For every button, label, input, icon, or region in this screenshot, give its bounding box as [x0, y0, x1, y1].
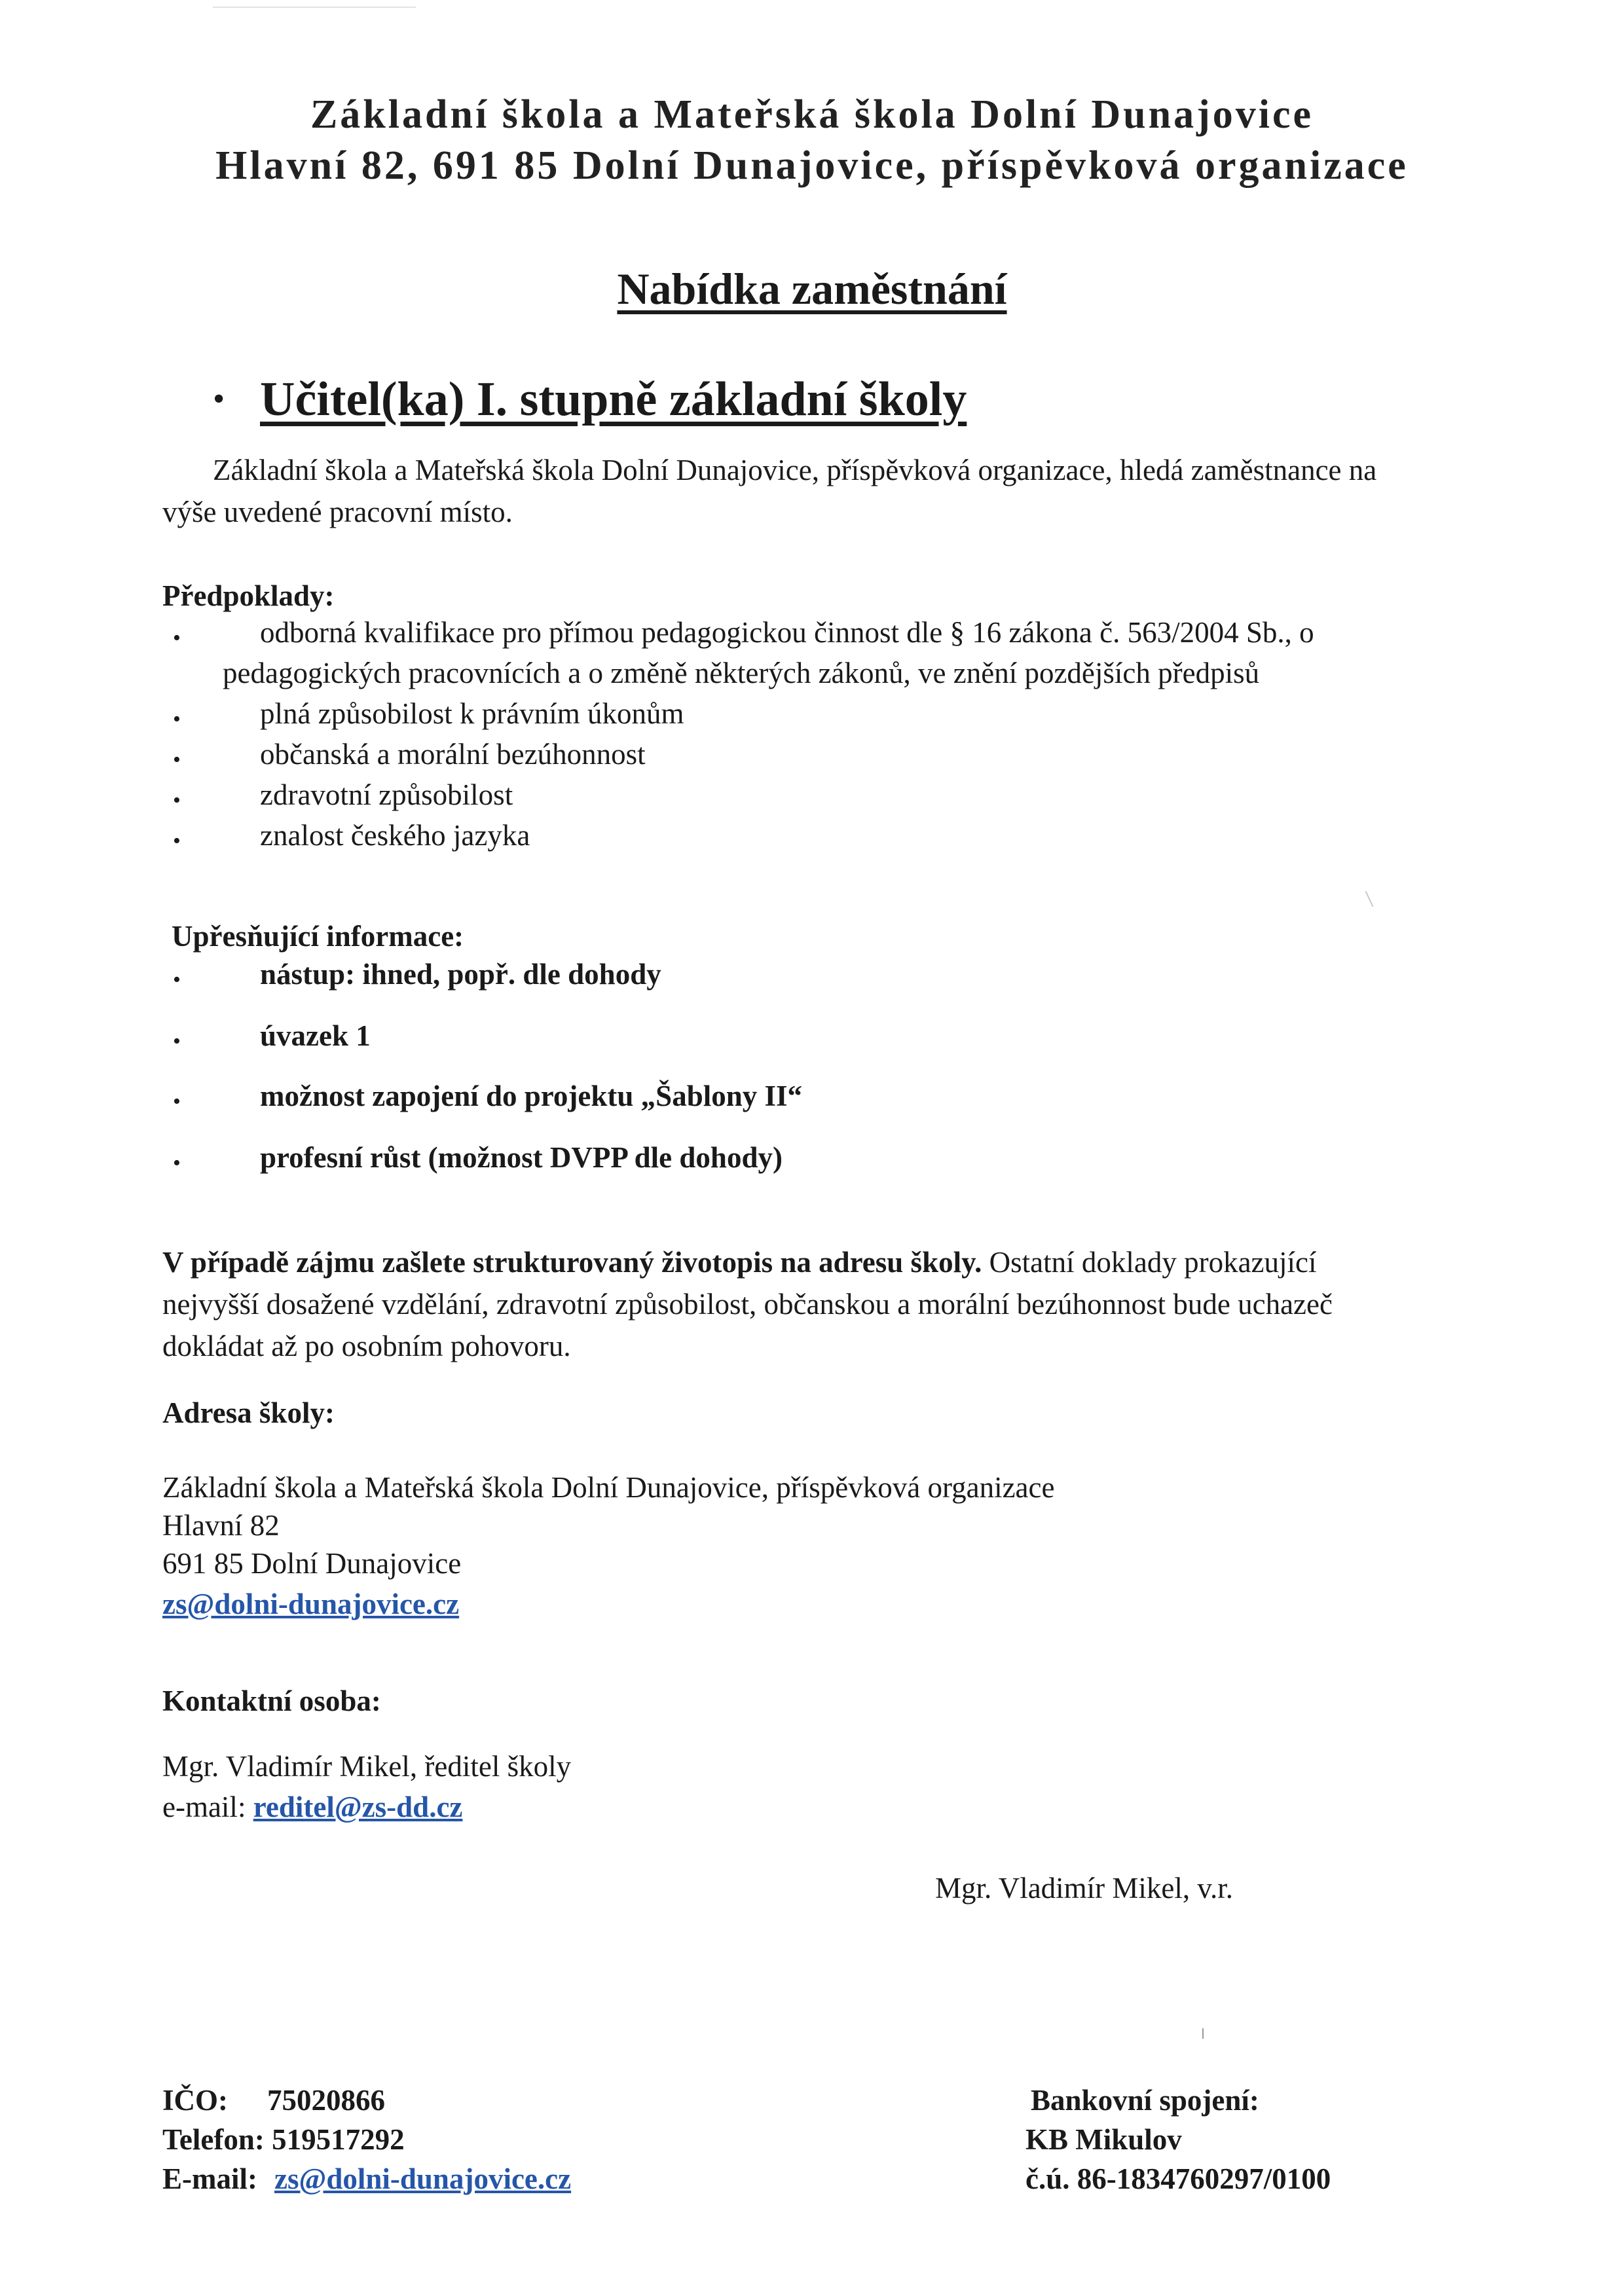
ico-value: 75020866 [267, 2084, 385, 2117]
contact-heading: Kontaktní osoba: [162, 1685, 381, 1717]
details-heading: Upřesňující informace: [172, 920, 464, 953]
scan-edge-line [213, 7, 416, 8]
detail-item: možnost zapojení do projektu „Šablony II“ [260, 1080, 803, 1112]
apply-paragraph [162, 1241, 1513, 1367]
requirement-item: plná způsobilost k právním úkonům [260, 697, 684, 730]
ico-label: IČO: [162, 2084, 228, 2117]
bullet-icon: • [173, 1029, 181, 1053]
job-bullet: • [213, 380, 225, 418]
footer-email-link[interactable]: zs@dolni-dunajovice.cz [274, 2162, 572, 2195]
contact-email-label: e-mail: [162, 1791, 253, 1823]
contact-name: Mgr. Vladimír Mikel, ředitel školy [162, 1750, 572, 1783]
footer-email-row [162, 2158, 571, 2200]
school-email-link[interactable]: zs@dolni-dunajovice.cz [162, 1588, 460, 1620]
job-title: Učitel(ka) I. stupně základní školy [260, 373, 967, 426]
requirement-item: zdravotní způsobilost [260, 778, 513, 811]
scan-mark [1202, 2028, 1204, 2039]
apply-line-2: nejvyšší dosažené vzdělání, zdravotní způsobilost, občanskou a morální bezúhonnost bude uchazeč [162, 1288, 1333, 1321]
apply-text: Ostatní doklady prokazující [982, 1246, 1317, 1279]
bank-name: KB Mikulov [1025, 2123, 1182, 2156]
bullet-icon: • [173, 626, 181, 650]
bullet-icon: • [173, 1089, 181, 1114]
detail-item: profesní růst (možnost DVPP dle dohody) [260, 1141, 783, 1174]
detail-item: úvazek 1 [260, 1019, 371, 1052]
detail-item: nástup: ihned, popř. dle dohody [260, 958, 661, 991]
bullet-icon: • [173, 968, 181, 992]
bank-heading: Bankovní spojení: [1031, 2084, 1259, 2117]
address-street: Hlavní 82 [162, 1509, 280, 1542]
requirement-item-continuation: pedagogických pracovnících a o změně některých zákonů, ve znění pozdějších předpisů [223, 657, 1260, 689]
signature: Mgr. Vladimír Mikel, v.r. [935, 1872, 1233, 1904]
contact-email-link[interactable]: reditel@zs-dd.cz [253, 1791, 463, 1823]
bullet-icon: • [173, 829, 181, 853]
scan-mark [1365, 891, 1374, 907]
bullet-icon: • [173, 748, 181, 772]
intro-line-2: výše uvedené pracovní místo. [162, 496, 513, 528]
page-title: Nabídka zaměstnání [617, 264, 1007, 314]
requirements-heading: Předpoklady: [162, 579, 335, 612]
address-org: Základní škola a Mateřská škola Dolní Dunajovice, příspěvková organizace [162, 1471, 1055, 1504]
address-heading: Adresa školy: [162, 1396, 335, 1429]
bullet-icon: • [173, 707, 181, 731]
bullet-icon: • [173, 788, 181, 812]
school-name-header: Základní škola a Mateřská škola Dolní Dunajovice [310, 92, 1314, 137]
school-address-header: Hlavní 82, 691 85 Dolní Dunajovice, příspěvková organizace [215, 143, 1409, 188]
footer-email-label: E-mail: [162, 2162, 257, 2195]
bank-account: č.ú. 86-1834760297/0100 [1025, 2162, 1331, 2195]
footer-phone: Telefon: 519517292 [162, 2123, 405, 2156]
intro-line-1: Základní škola a Mateřská škola Dolní Dunajovice, příspěvková organizace, hledá zaměstnance na [213, 454, 1377, 486]
apply-line-3: dokládat až po osobním pohovoru. [162, 1330, 571, 1362]
contact-email-row [162, 1786, 462, 1828]
requirement-item: znalost českého jazyka [260, 819, 530, 852]
footer-ico-row [162, 2079, 385, 2121]
address-city: 691 85 Dolní Dunajovice [162, 1547, 462, 1580]
requirement-item: odborná kvalifikace pro přímou pedagogickou činnost dle § 16 zákona č. 563/2004 Sb., o [260, 616, 1314, 649]
requirement-item: občanská a morální bezúhonnost [260, 738, 646, 771]
bullet-icon: • [173, 1151, 181, 1175]
apply-bold-text: V případě zájmu zašlete strukturovaný životopis na adresu školy. [162, 1246, 982, 1279]
